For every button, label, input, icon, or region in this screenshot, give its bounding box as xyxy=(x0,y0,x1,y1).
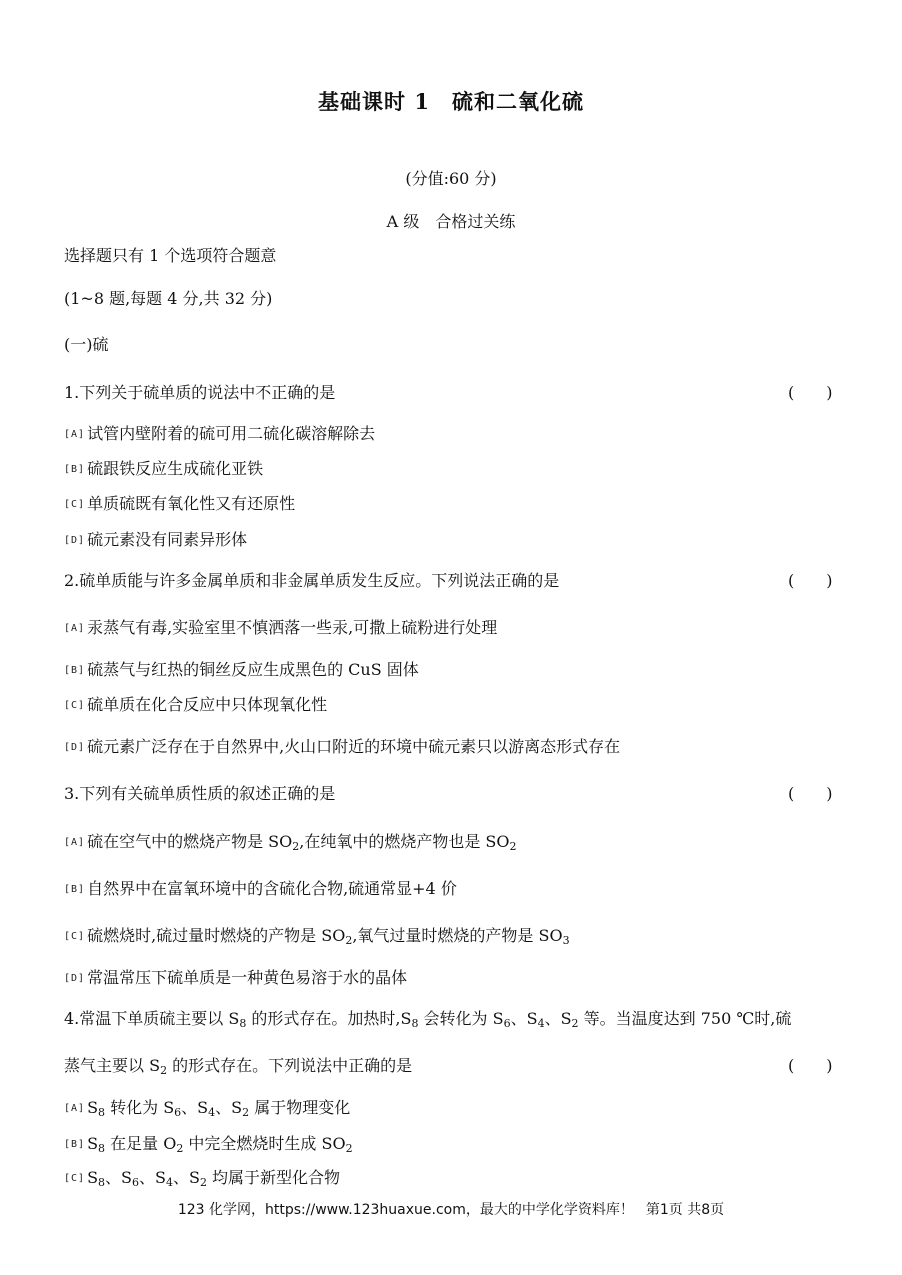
question-2-option-b xyxy=(64,657,419,680)
subscript: 6 xyxy=(503,1017,511,1030)
score-note: (分值:60 分) xyxy=(405,169,497,188)
option-label: [A] xyxy=(64,1103,86,1114)
footer-site: 123 化学网，https://www.123huaxue.com，最大的中学化学资料库！ xyxy=(177,1202,634,1218)
subscript: 8 xyxy=(98,1142,106,1155)
question-1-stem: 1.下列关于硫单质的说法中不正确的是 xyxy=(64,383,336,402)
question-3-option-d xyxy=(64,965,407,988)
option-text-part: 、S xyxy=(181,1098,209,1117)
subscript: 8 xyxy=(98,1176,106,1189)
option-text-part: 属于物理变化 xyxy=(249,1098,351,1117)
question-2-option-a xyxy=(64,615,497,638)
option-label: [C] xyxy=(64,931,86,942)
question-1-option-c xyxy=(64,491,295,514)
subscript: 4 xyxy=(208,1106,216,1119)
question-1-option-b xyxy=(64,456,263,479)
stem-part: 等。当温度达到 750 ℃时,硫 xyxy=(578,1009,792,1028)
answer-bracket-2: ( ) xyxy=(788,571,833,590)
stem-part: 会转化为 S xyxy=(418,1009,504,1028)
option-label: [D] xyxy=(64,742,86,753)
answer-bracket-4: ( ) xyxy=(788,1056,833,1075)
question-4-stem-line-1 xyxy=(64,1006,791,1030)
stem-part: 4.常温下单质硫主要以 S xyxy=(64,1009,240,1028)
subscript: 2 xyxy=(571,1017,579,1030)
subscript: 3 xyxy=(562,934,570,947)
question-4-option-b xyxy=(64,1131,353,1155)
option-text-part: 、S xyxy=(215,1098,243,1117)
subscript: 2 xyxy=(176,1142,184,1155)
answer-bracket-3: ( ) xyxy=(788,784,833,803)
subscript: 8 xyxy=(98,1106,106,1119)
option-text-part: 在足量 O xyxy=(105,1134,177,1153)
subscript: 2 xyxy=(345,934,353,947)
option-text-part: 均属于新型化合物 xyxy=(206,1168,341,1187)
option-text: 硫单质在化合反应中只体现氧化性 xyxy=(87,695,328,714)
option-label: [A] xyxy=(64,623,86,634)
option-text-part: ,在纯氧中的燃烧产物也是 SO xyxy=(299,832,510,851)
subscript: 2 xyxy=(160,1064,168,1077)
subscript: 2 xyxy=(345,1142,353,1155)
option-text-part: S xyxy=(87,1098,99,1117)
option-text-part: 、S xyxy=(139,1168,166,1187)
option-text: 硫跟铁反应生成硫化亚铁 xyxy=(87,459,264,478)
option-label: [C] xyxy=(64,499,86,510)
question-2-option-d xyxy=(64,734,620,757)
option-text-part: 、S xyxy=(172,1168,200,1187)
option-text: 单质硫既有氧化性又有还原性 xyxy=(87,494,296,513)
subscript: 8 xyxy=(239,1017,247,1030)
option-label: [C] xyxy=(64,700,86,711)
stem-part: 、S xyxy=(544,1009,572,1028)
question-4-option-c xyxy=(64,1165,340,1189)
question-2-stem: 2.硫单质能与许多金属单质和非金属单质发生反应。下列说法正确的是 xyxy=(64,571,560,590)
option-text-part: S xyxy=(87,1168,99,1187)
option-text-part: 、S xyxy=(105,1168,132,1187)
question-1-option-d xyxy=(64,527,247,550)
subscript: 4 xyxy=(537,1017,545,1030)
stem-part: 的形式存在。下列说法中正确的是 xyxy=(167,1056,413,1075)
option-text: 硫元素广泛存在于自然界中,火山口附近的环境中硫元素只以游离态形式存在 xyxy=(87,737,621,756)
option-text: 硫元素没有同素异形体 xyxy=(87,530,248,549)
option-text: 试管内壁附着的硫可用二硫化碳溶解除去 xyxy=(87,424,376,443)
footer-page-number: 第1页 共8页 xyxy=(645,1202,725,1218)
option-text-part: 硫燃烧时,硫过量时燃烧的产物是 SO xyxy=(87,926,346,945)
option-text-part: S xyxy=(87,1134,99,1153)
option-text: 硫蒸气与红热的铜丝反应生成黑色的 CuS 固体 xyxy=(87,660,419,679)
subscript: 2 xyxy=(199,1176,207,1189)
answer-bracket-1: ( ) xyxy=(788,383,833,402)
question-range: (1~8 题,每题 4 分,共 32 分) xyxy=(64,289,273,308)
question-3-option-c xyxy=(64,923,570,947)
option-label: [D] xyxy=(64,973,86,984)
question-3-option-a xyxy=(64,829,517,853)
stem-part: 的形式存在。加热时,S xyxy=(246,1009,412,1028)
option-label: [B] xyxy=(64,1139,86,1150)
section-heading: (一)硫 xyxy=(64,335,109,354)
subscript: 6 xyxy=(132,1176,139,1189)
option-text-part: ,氧气过量时燃烧的产物是 SO xyxy=(352,926,563,945)
option-text-part: 转化为 S xyxy=(105,1098,175,1117)
option-text: 自然界中在富氧环境中的含硫化合物,硫通常显+4 价 xyxy=(87,879,457,898)
level-heading: A 级 合格过关练 xyxy=(386,212,516,231)
question-4-stem-line-2 xyxy=(64,1053,412,1077)
stem-part: 蒸气主要以 S xyxy=(64,1056,161,1075)
subscript: 2 xyxy=(509,840,517,853)
option-label: [B] xyxy=(64,884,86,895)
option-label: [B] xyxy=(64,665,86,676)
subscript: 6 xyxy=(174,1106,182,1119)
option-label: [C] xyxy=(64,1173,86,1184)
subscript: 2 xyxy=(292,840,300,853)
page-footer xyxy=(0,1199,902,1219)
question-4-option-a xyxy=(64,1095,350,1119)
question-3-stem: 3.下列有关硫单质性质的叙述正确的是 xyxy=(64,784,336,803)
option-text: 汞蒸气有毒,实验室里不慎洒落一些汞,可撒上硫粉进行处理 xyxy=(87,618,498,637)
stem-part: 、S xyxy=(510,1009,538,1028)
option-label: [A] xyxy=(64,837,86,848)
subscript: 4 xyxy=(165,1176,173,1189)
option-text-part: 硫在空气中的燃烧产物是 SO xyxy=(87,832,293,851)
question-3-option-b xyxy=(64,876,457,899)
page-title: 基础课时 1 硫和二氧化硫 xyxy=(318,89,584,114)
option-text: 常温常压下硫单质是一种黄色易溶于水的晶体 xyxy=(87,968,408,987)
option-label: [A] xyxy=(64,429,86,440)
instruction: 选择题只有 1 个选项符合题意 xyxy=(64,246,277,265)
question-2-option-c xyxy=(64,692,327,715)
option-text-part: 中完全燃烧时生成 SO xyxy=(183,1134,346,1153)
question-1-option-a xyxy=(64,421,375,444)
subscript: 2 xyxy=(242,1106,250,1119)
subscript: 8 xyxy=(411,1017,419,1030)
option-label: [D] xyxy=(64,535,86,546)
option-label: [B] xyxy=(64,464,86,475)
